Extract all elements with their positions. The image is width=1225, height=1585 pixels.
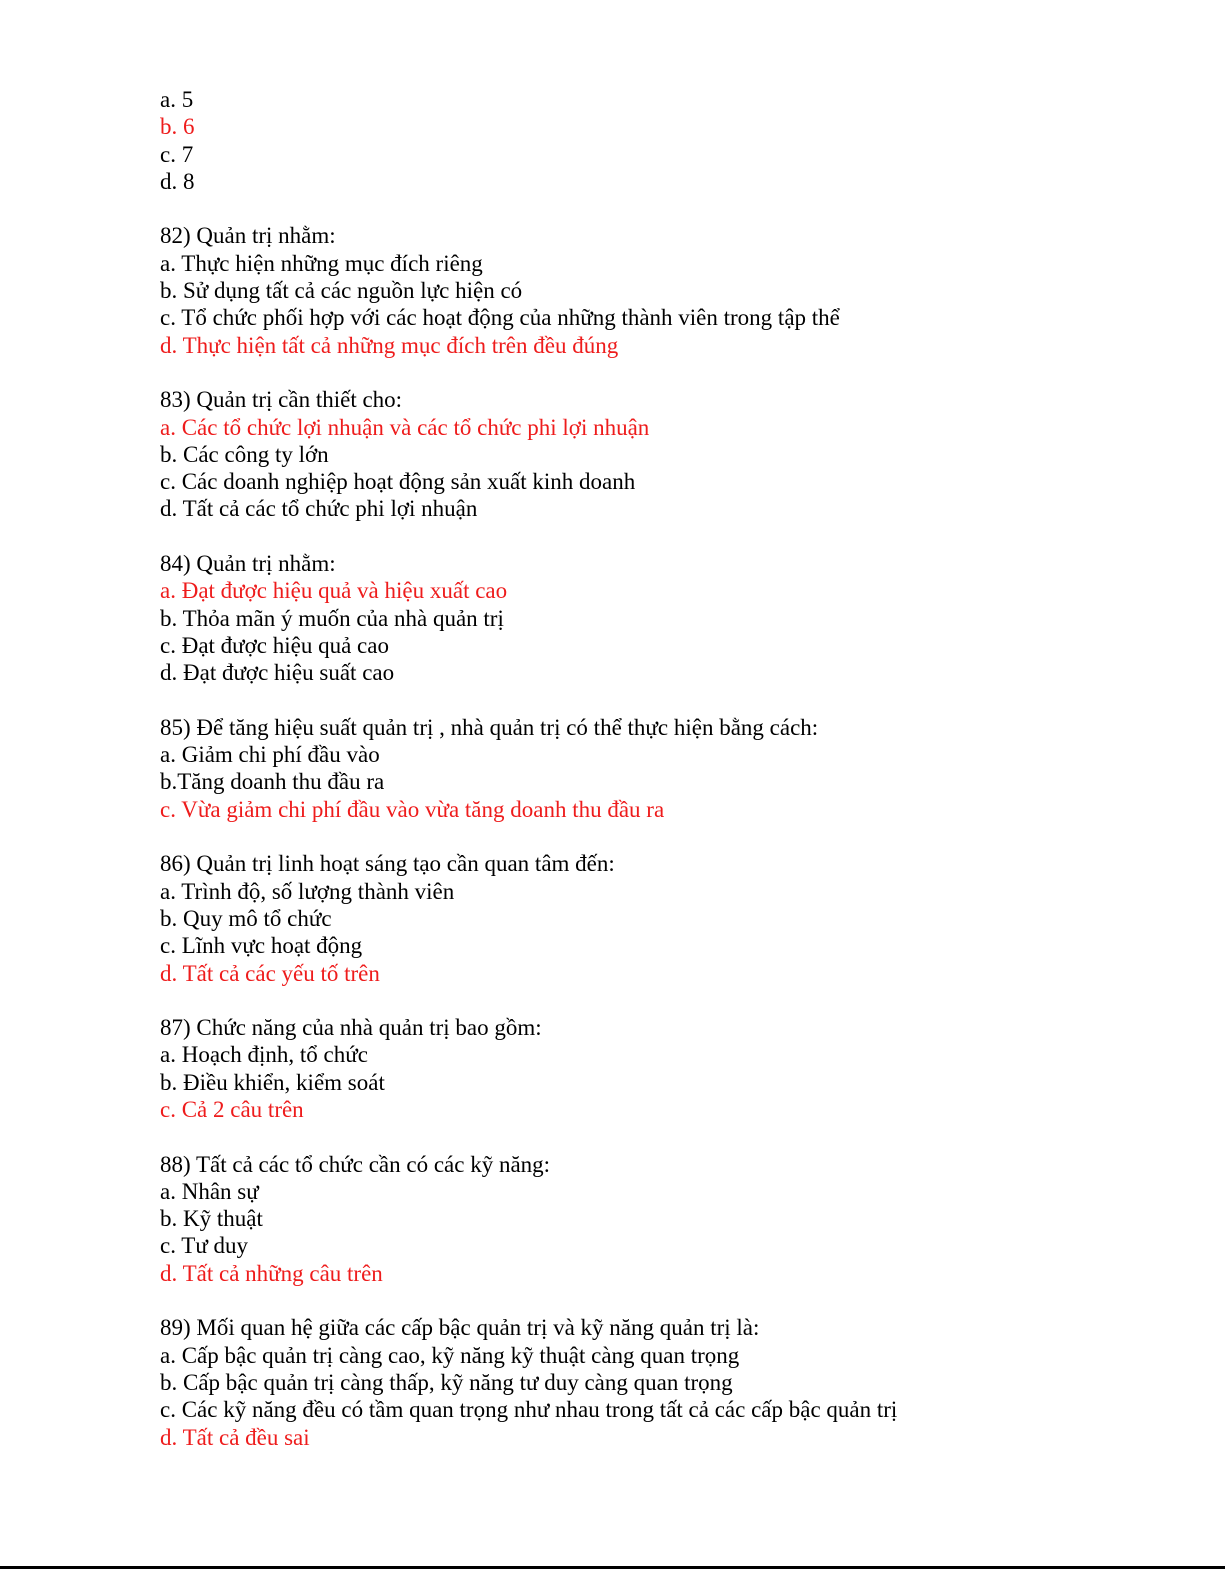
question-89 xyxy=(160,1314,1160,1450)
question-84 xyxy=(160,550,1160,686)
option-b: b. Điều khiển, kiểm soát xyxy=(160,1069,385,1095)
option-a-correct: a. Các tổ chức lợi nhuận và các tổ chức phi lợi nhuận xyxy=(160,414,650,440)
option-b: b. Sử dụng tất cả các nguồn lực hiện có xyxy=(160,278,523,304)
option-c: c. 7 xyxy=(160,141,194,167)
option-b: b. Kỹ thuật xyxy=(160,1206,263,1232)
option-c-correct: c. Vừa giảm chi phí đầu vào vừa tăng doanh thu đầu ra xyxy=(160,796,665,822)
option-c: c. Các kỹ năng đều có tầm quan trọng như nhau trong tất cả các cấp bậc quản trị xyxy=(160,1397,898,1423)
question-text: 84) Quản trị nhằm: xyxy=(160,551,336,577)
option-b: b. Cấp bậc quản trị càng thấp, kỹ năng tư duy càng quan trọng xyxy=(160,1369,733,1395)
option-c: c. Lĩnh vực hoạt động xyxy=(160,933,363,959)
question-83 xyxy=(160,386,1160,522)
option-a: a. Cấp bậc quản trị càng cao, kỹ năng kỹ thuật càng quan trọng xyxy=(160,1342,740,1368)
option-c: c. Đạt được hiệu quả cao xyxy=(160,632,389,658)
option-c-correct: c. Cả 2 câu trên xyxy=(160,1096,304,1122)
option-a: a. Hoạch định, tổ chức xyxy=(160,1042,368,1068)
question-text: 89) Mối quan hệ giữa các cấp bậc quản trị và kỹ năng quản trị là: xyxy=(160,1315,760,1341)
continued-options xyxy=(160,86,1160,195)
option-b: b.Tăng doanh thu đầu ra xyxy=(160,769,385,795)
question-text: 86) Quản trị linh hoạt sáng tạo cần quan tâm đến: xyxy=(160,851,615,877)
option-d-correct: d. Tất cả đều sai xyxy=(160,1424,310,1450)
option-d: d. Đạt được hiệu suất cao xyxy=(160,660,395,686)
option-a: a. Giảm chi phí đầu vào xyxy=(160,742,380,768)
option-d: d. 8 xyxy=(160,168,195,194)
option-b: b. Thỏa mãn ý muốn của nhà quản trị xyxy=(160,605,504,631)
question-text: 82) Quản trị nhằm: xyxy=(160,223,336,249)
option-c: c. Tư duy xyxy=(160,1233,249,1259)
option-a: a. 5 xyxy=(160,87,194,112)
option-a-correct: a. Đạt được hiệu quả và hiệu xuất cao xyxy=(160,578,508,604)
option-c: c. Các doanh nghiệp hoạt động sản xuất kinh doanh xyxy=(160,469,636,495)
question-87 xyxy=(160,1014,1160,1123)
option-d: d. Tất cả các tổ chức phi lợi nhuận xyxy=(160,496,478,522)
option-b: b. Quy mô tổ chức xyxy=(160,905,332,931)
option-a: a. Nhân sự xyxy=(160,1178,259,1204)
option-b-correct: b. 6 xyxy=(160,114,195,140)
question-88 xyxy=(160,1151,1160,1287)
question-85 xyxy=(160,714,1160,823)
option-d-correct: d. Thực hiện tất cả những mục đích trên đều đúng xyxy=(160,332,619,358)
question-86 xyxy=(160,850,1160,986)
page-bottom-rule xyxy=(0,1566,1225,1569)
option-d-correct: d. Tất cả những câu trên xyxy=(160,1260,383,1286)
question-text: 83) Quản trị cần thiết cho: xyxy=(160,387,403,413)
option-d-correct: d. Tất cả các yếu tố trên xyxy=(160,960,380,986)
question-text: 88) Tất cả các tổ chức cần có các kỹ năng: xyxy=(160,1151,551,1177)
question-text: 85) Để tăng hiệu suất quản trị , nhà quản trị có thể thực hiện bằng cách: xyxy=(160,714,819,740)
question-82 xyxy=(160,222,1160,358)
option-b: b. Các công ty lớn xyxy=(160,441,329,467)
document-page xyxy=(160,86,1160,1478)
question-text: 87) Chức năng của nhà quản trị bao gồm: xyxy=(160,1015,542,1041)
option-c: c. Tổ chức phối hợp với các hoạt động của những thành viên trong tập thể xyxy=(160,305,840,331)
option-a: a. Trình độ, số lượng thành viên xyxy=(160,878,455,904)
option-a: a. Thực hiện những mục đích riêng xyxy=(160,250,483,276)
